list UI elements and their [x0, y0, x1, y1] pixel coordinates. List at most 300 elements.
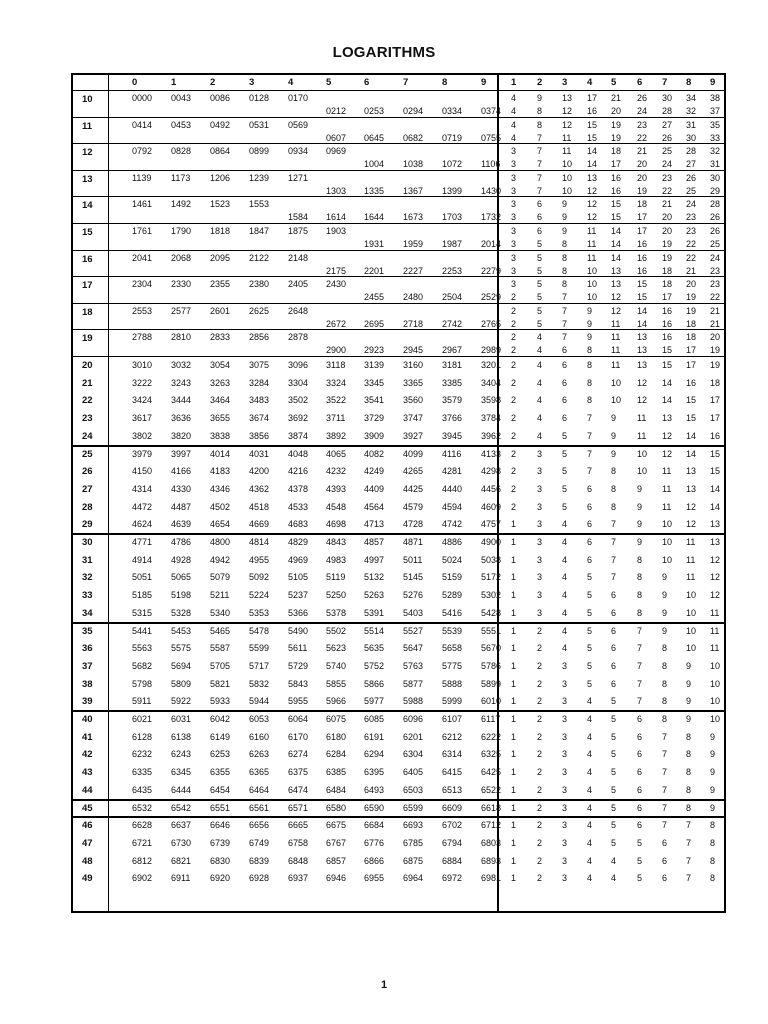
mean-difference: 20 [710, 332, 721, 343]
mean-difference: 11 [587, 252, 597, 263]
mean-difference: 11 [611, 318, 621, 329]
mean-difference: 1 [511, 820, 517, 831]
mean-difference: 27 [686, 159, 697, 170]
mean-difference: 26 [637, 93, 648, 103]
log-value: 5877 [403, 678, 424, 689]
log-value: 5315 [132, 607, 153, 618]
log-value: 3997 [171, 448, 192, 459]
mean-difference: 3 [511, 252, 517, 263]
log-value: 4440 [442, 483, 463, 494]
log-value: 3617 [132, 413, 153, 424]
mean-difference: 10 [637, 466, 648, 477]
mean-difference: 17 [662, 292, 673, 303]
mean-difference: 5 [611, 696, 617, 707]
log-value: 6730 [171, 837, 192, 848]
mean-difference: 5 [537, 305, 543, 316]
mean-difference: 8 [562, 279, 568, 290]
log-value: 6253 [210, 749, 231, 760]
log-value: 3802 [132, 430, 153, 441]
log-value: 6031 [171, 714, 192, 724]
log-value: 5211 [210, 590, 230, 601]
log-value: 6405 [403, 767, 424, 778]
log-value: 3464 [210, 395, 231, 406]
log-value: 6937 [288, 873, 309, 884]
mean-difference: 16 [637, 265, 648, 276]
mean-difference: 8 [537, 106, 543, 116]
log-value: 4472 [132, 501, 153, 512]
mean-difference: 19 [637, 185, 648, 196]
mean-difference: 10 [562, 159, 573, 170]
log-value: 4425 [403, 483, 424, 494]
row-label: 26 [82, 466, 93, 478]
log-value: 6304 [403, 749, 424, 760]
log-value: 4362 [249, 483, 270, 494]
mean-difference: 5 [611, 837, 617, 848]
mean-difference: 8 [662, 678, 668, 689]
mean-difference: 23 [686, 212, 697, 223]
mean-difference: 5 [537, 265, 543, 276]
log-value: 4609 [481, 501, 502, 512]
log-value: 5079 [210, 572, 231, 583]
log-value: 4983 [326, 554, 347, 565]
mean-difference: 6 [637, 784, 643, 795]
mean-difference: 23 [662, 172, 673, 183]
mean-difference: 3 [562, 873, 568, 884]
log-value: 3201 [481, 360, 502, 370]
mean-difference: 16 [637, 252, 648, 263]
mean-difference: 14 [686, 430, 697, 441]
log-value: 4900 [481, 537, 502, 547]
log-value: 5832 [249, 678, 270, 689]
log-value: 1987 [442, 239, 463, 249]
row-label: 47 [82, 837, 93, 849]
log-value: 2900 [326, 345, 347, 356]
log-value: 6580 [326, 802, 347, 813]
log-value: 1399 [442, 185, 463, 196]
mean-difference: 11 [611, 360, 621, 370]
mean-difference: 4 [537, 430, 543, 441]
mean-difference: 2 [511, 305, 517, 316]
log-value: 4742 [442, 519, 463, 530]
mean-difference: 11 [710, 625, 720, 636]
log-value: 0170 [288, 93, 309, 103]
mean-difference: 2 [537, 643, 543, 654]
mean-difference: 2 [537, 660, 543, 671]
log-value: 3962 [481, 430, 502, 441]
mean-difference: 9 [710, 767, 716, 778]
log-value: 1004 [364, 159, 385, 170]
log-value: 5038 [481, 554, 502, 565]
log-value: 2201 [364, 265, 385, 276]
log-value: 6590 [364, 802, 385, 813]
mean-difference: 4 [537, 345, 543, 356]
row-label: 31 [82, 554, 93, 566]
row-divider [73, 816, 724, 818]
log-value: 6857 [326, 855, 347, 866]
mean-difference: 14 [662, 395, 673, 406]
log-value: 5752 [364, 660, 385, 671]
log-value: 5922 [171, 696, 192, 707]
log-value: 4533 [288, 501, 309, 512]
log-value: 2810 [171, 332, 192, 343]
mean-difference: 5 [562, 466, 568, 477]
mean-difference: 22 [686, 239, 697, 249]
mean-difference: 3 [511, 265, 517, 276]
log-value: 6522 [481, 784, 502, 795]
mean-difference: 1 [511, 767, 517, 778]
log-value: 5465 [210, 625, 231, 636]
mean-difference: 3 [511, 279, 517, 290]
mean-difference: 4 [562, 625, 568, 636]
log-value: 2253 [442, 265, 463, 276]
mean-difference: 4 [587, 820, 593, 831]
mean-difference: 6 [587, 519, 593, 530]
log-value: 0492 [210, 119, 231, 130]
log-value: 1206 [210, 172, 231, 183]
log-value: 4456 [481, 483, 502, 494]
log-value: 2279 [481, 265, 502, 276]
log-value: 0414 [132, 119, 153, 130]
mean-difference: 1 [511, 660, 517, 671]
mean-difference: 13 [637, 360, 648, 370]
column-header: 6 [364, 77, 370, 88]
mean-difference: 6 [587, 537, 593, 547]
mean-difference: 12 [562, 119, 573, 130]
log-value: 3747 [403, 413, 424, 424]
mean-difference: 31 [686, 119, 697, 130]
log-value: 4314 [132, 483, 153, 494]
log-value: 6425 [481, 767, 502, 778]
log-value: 3424 [132, 395, 153, 406]
mean-difference: 7 [637, 696, 643, 707]
row-divider [73, 329, 724, 330]
mean-difference: 10 [686, 607, 697, 618]
mean-difference: 1 [511, 590, 517, 601]
mean-difference: 7 [637, 678, 643, 689]
mean-difference: 3 [511, 172, 517, 183]
row-divider [73, 710, 724, 712]
log-value: 3181 [442, 360, 463, 370]
mean-difference: 14 [637, 305, 648, 316]
log-value: 3766 [442, 413, 463, 424]
row-divider [73, 117, 724, 118]
log-value: 6911 [171, 873, 191, 884]
log-value: 5514 [364, 625, 385, 636]
log-value: 2122 [249, 252, 270, 263]
mean-difference: 28 [662, 106, 673, 116]
log-value: 2718 [403, 318, 424, 329]
mean-difference: 9 [686, 714, 692, 724]
log-value: 3636 [171, 413, 192, 424]
mean-difference: 6 [611, 660, 617, 671]
row-label: 16 [82, 253, 93, 265]
row-divider [73, 356, 724, 357]
log-value: 5441 [132, 625, 153, 636]
log-value: 5105 [288, 572, 309, 583]
mean-difference: 6 [537, 212, 543, 223]
mean-difference: 7 [611, 554, 617, 565]
mean-difference: 6 [562, 377, 568, 388]
column-header: 5 [326, 77, 332, 88]
log-value: 0899 [249, 146, 270, 157]
log-value: 6138 [171, 731, 192, 742]
mean-difference: 11 [611, 332, 621, 343]
log-value: 1903 [326, 226, 347, 236]
log-value: 3729 [364, 413, 385, 424]
mean-difference: 30 [710, 172, 721, 183]
log-value: 2856 [249, 332, 270, 343]
log-value: 3075 [249, 360, 270, 370]
log-value: 4942 [210, 554, 231, 565]
mean-difference: 32 [710, 146, 721, 157]
log-value: 2577 [171, 305, 192, 316]
mean-difference: 5 [537, 239, 543, 249]
mean-difference: 7 [686, 873, 692, 884]
mean-difference: 35 [710, 119, 721, 130]
log-value: 3579 [442, 395, 463, 406]
log-value: 6776 [364, 837, 385, 848]
mean-difference: 5 [637, 873, 643, 884]
mean-difference: 8 [686, 731, 692, 742]
mean-difference: 3 [562, 837, 568, 848]
mean-difference: 7 [637, 643, 643, 654]
mean-difference: 1 [511, 572, 517, 583]
mean-difference: 5 [587, 643, 593, 654]
log-value: 6749 [249, 837, 270, 848]
log-value: 5328 [171, 607, 192, 618]
mean-difference: 15 [637, 279, 648, 290]
log-value: 4487 [171, 501, 192, 512]
mean-difference: 6 [611, 607, 617, 618]
log-value: 6415 [442, 767, 463, 778]
mean-difference: 27 [662, 119, 673, 130]
log-value: 6875 [403, 855, 424, 866]
mean-difference: 5 [537, 279, 543, 290]
mean-difference: 19 [710, 345, 721, 356]
mean-difference: 25 [662, 146, 673, 157]
log-value: 4955 [249, 554, 270, 565]
log-value: 3502 [288, 395, 309, 406]
log-value: 5658 [442, 643, 463, 654]
mean-difference: 8 [662, 660, 668, 671]
log-value: 4886 [442, 537, 463, 547]
log-value: 5763 [403, 660, 424, 671]
log-value: 0334 [442, 106, 463, 116]
log-value: 5575 [171, 643, 192, 654]
row-label: 39 [82, 696, 93, 708]
mean-difference: 9 [562, 199, 568, 210]
mean-difference: 4 [511, 106, 517, 116]
row-label: 42 [82, 749, 93, 761]
mean-difference: 18 [637, 199, 648, 210]
mean-difference: 10 [611, 395, 622, 406]
log-value: 3160 [403, 360, 424, 370]
mean-difference: 1 [511, 554, 517, 565]
mean-difference: 8 [587, 345, 593, 356]
log-value: 2480 [403, 292, 424, 303]
mean-difference: 4 [562, 554, 568, 565]
mean-difference: 26 [686, 172, 697, 183]
diff-column-header: 1 [511, 77, 517, 88]
mean-difference: 9 [637, 519, 643, 530]
mean-difference: 7 [686, 820, 692, 831]
log-value: 6085 [364, 714, 385, 724]
mean-difference: 11 [686, 554, 696, 565]
mean-difference: 3 [511, 212, 517, 223]
log-value: 6830 [210, 855, 231, 866]
mean-difference: 7 [662, 749, 668, 760]
mean-difference: 15 [637, 292, 648, 303]
log-value: 2625 [249, 305, 270, 316]
mean-difference: 24 [710, 252, 721, 263]
mean-difference: 7 [562, 292, 568, 303]
log-value: 4997 [364, 554, 385, 565]
mean-difference: 11 [686, 572, 696, 583]
mean-difference: 5 [587, 607, 593, 618]
log-value: 6201 [403, 731, 424, 742]
row-divider [73, 799, 724, 801]
column-header: 0 [132, 77, 138, 88]
row-label: 25 [82, 448, 93, 460]
log-value: 2878 [288, 332, 309, 343]
mean-difference: 2 [511, 360, 517, 370]
mean-difference: 5 [562, 501, 568, 512]
log-value: 6675 [326, 820, 347, 831]
log-value: 0645 [364, 132, 385, 143]
log-value: 6294 [364, 749, 385, 760]
log-value: 5353 [249, 607, 270, 618]
mean-difference: 12 [587, 199, 598, 210]
log-value: 2430 [326, 279, 347, 290]
mean-difference: 8 [710, 837, 716, 848]
log-value: 5786 [481, 660, 502, 671]
log-value: 3522 [326, 395, 347, 406]
log-value: 4757 [481, 519, 502, 530]
mean-difference: 14 [611, 252, 622, 263]
log-value: 5263 [364, 590, 385, 601]
log-value: 4281 [442, 466, 463, 477]
mean-difference: 21 [662, 199, 673, 210]
mean-difference: 6 [637, 820, 643, 831]
log-value: 3909 [364, 430, 385, 441]
mean-difference: 12 [686, 519, 697, 530]
log-value: 6042 [210, 714, 231, 724]
mean-difference: 10 [587, 292, 598, 303]
row-label: 22 [82, 395, 93, 407]
mean-difference: 8 [710, 855, 716, 866]
mean-difference: 16 [611, 185, 622, 196]
log-value: 6345 [171, 767, 192, 778]
mean-difference: 7 [537, 132, 543, 143]
mean-difference: 20 [662, 226, 673, 236]
log-value: 3820 [171, 430, 192, 441]
mean-difference: 17 [686, 360, 697, 370]
mean-difference: 7 [537, 146, 543, 157]
mean-difference: 10 [710, 678, 721, 689]
mean-difference: 9 [662, 625, 668, 636]
mean-difference: 19 [611, 132, 622, 143]
mean-difference: 12 [710, 572, 721, 583]
mean-difference: 5 [611, 802, 617, 813]
mean-difference: 2 [511, 466, 517, 477]
mean-difference: 21 [710, 305, 721, 316]
mean-difference: 5 [587, 625, 593, 636]
log-value: 6712 [481, 820, 502, 831]
log-value: 5453 [171, 625, 192, 636]
mean-difference: 15 [686, 413, 697, 424]
log-value: 6212 [442, 731, 463, 742]
row-label: 27 [82, 483, 93, 495]
log-value: 5276 [403, 590, 424, 601]
log-value: 6365 [249, 767, 270, 778]
mean-difference: 20 [637, 159, 648, 170]
log-value: 3784 [481, 413, 502, 424]
column-header: 8 [442, 77, 448, 88]
log-value: 6684 [364, 820, 385, 831]
log-value: 6180 [326, 731, 347, 742]
log-value: 6821 [171, 855, 192, 866]
mean-difference: 7 [662, 784, 668, 795]
log-value: 5855 [326, 678, 347, 689]
mean-difference: 11 [587, 226, 597, 236]
log-value: 1553 [249, 199, 270, 210]
log-value: 2330 [171, 279, 192, 290]
log-value: 4393 [326, 483, 347, 494]
log-value: 6928 [249, 873, 270, 884]
mean-difference: 7 [587, 413, 593, 424]
mean-difference: 28 [710, 199, 721, 210]
mean-difference: 9 [611, 448, 617, 459]
log-value: 3243 [171, 377, 192, 388]
mean-difference: 24 [637, 106, 648, 116]
log-value: 6884 [442, 855, 463, 866]
mean-difference: 3 [562, 749, 568, 760]
mean-difference: 10 [611, 377, 622, 388]
mean-difference: 10 [587, 265, 598, 276]
diff-column-header: 2 [537, 77, 543, 88]
row-label: 35 [82, 625, 93, 637]
log-value: 6375 [288, 767, 309, 778]
log-value: 5065 [171, 572, 192, 583]
log-value: 6284 [326, 749, 347, 760]
mean-difference: 2 [537, 855, 543, 866]
log-value: 5670 [481, 643, 502, 654]
row-label: 17 [82, 280, 93, 292]
mean-difference: 22 [637, 132, 648, 143]
mean-difference: 9 [710, 784, 716, 795]
mean-difference: 2 [511, 395, 517, 406]
mean-difference: 4 [537, 395, 543, 406]
mean-difference: 6 [587, 501, 593, 512]
row-label: 13 [82, 173, 93, 185]
mean-difference: 18 [662, 279, 673, 290]
mean-difference: 6 [637, 731, 643, 742]
log-value: 3284 [249, 377, 270, 388]
log-value: 6107 [442, 714, 463, 724]
log-value: 3444 [171, 395, 192, 406]
mean-difference: 16 [637, 239, 648, 249]
row-label: 30 [82, 537, 93, 548]
row-label: 33 [82, 590, 93, 602]
mean-difference: 3 [511, 159, 517, 170]
mean-difference: 10 [710, 696, 721, 707]
log-value: 6571 [288, 802, 309, 813]
mean-difference: 2 [511, 430, 517, 441]
log-value: 5866 [364, 678, 385, 689]
mean-difference: 16 [686, 377, 697, 388]
log-value: 3365 [403, 377, 424, 388]
log-value: 2355 [210, 279, 231, 290]
